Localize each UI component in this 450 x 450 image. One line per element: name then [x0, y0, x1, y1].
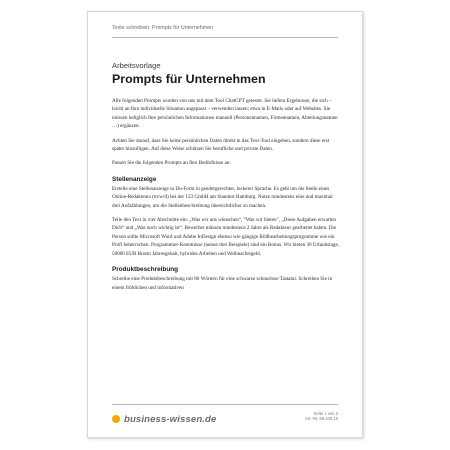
stellenanzeige-paragraph-2: Teile den Text in vier Abschnitte ein: „Was wir uns wünschen“, “Was wir bieten”, „Diese Aufgaben erwarten Dich“ und „Was noch wichtig ist“. Bewerber müssen mindestens 2 Jahre als Redakteur gearbeitet haben. Die Person sollte Microsoft Word und Adobe InDesign ebenso wie gängige Bildbearbeitungsprogramme wie ein Profi beherrschen. Programmier-Kenntnisse (nenne drei Beispiele) sind ein Bonus. Wir bieten 30 Urlaubstage, 50000 EUR Brutto Jahresgehalt, hybrides Arbeiten und Weihnachtsgeld. [112, 217, 340, 257]
document-page [87, 11, 363, 438]
document-title: Prompts für Unternehmen [112, 72, 266, 86]
logo-text: business-wissen.de [124, 413, 217, 425]
section-heading-stellenanzeige: Stellenanzeige [112, 175, 157, 183]
brand-logo[interactable] [112, 413, 216, 425]
running-header: Texte schreiben: Prompts für Unternehmen [112, 25, 213, 31]
logo-dot-icon [112, 415, 120, 423]
document-body [112, 61, 340, 298]
article-number: Art.-Nr. 99.100.15 [304, 416, 338, 422]
stellenanzeige-paragraph-1: Erstelle eine Stellenanzeige in Du-Form in gendergerechter, lockerer Sprache. Es geht um die Stelle eines Online-Redakteurs (m/w/d) bei der 123 GmbH am Standort Hamburg. Nutze mindestens eine und maximal drei Aufzählungen, um die Stellenbeschreibung übersichtlicher zu machen. [112, 185, 333, 209]
intro-paragraph-3: Passen Sie die folgenden Prompts an Ihre Bedürfnisse an: [112, 160, 231, 167]
footer-divider [112, 404, 338, 405]
intro-paragraph-2: Achten Sie darauf, dass Sie keine persönlichen Daten direkt in das Text-Tool eingeben, sondern diese erst später hinzufügen. Auf diese Weise schützen Sie berufliche und private Daten. [112, 137, 330, 153]
footer-meta [305, 411, 338, 422]
produktbeschreibung-paragraph-1: Schreibe eine Produktbeschreibung mit 80 Wörtern für eine schwarze schnurlose Tastatur. Schreiben Sie in einem fröhlichen und informativen [112, 276, 333, 291]
page-number: Seite 1 von 3 [313, 411, 338, 416]
document-kicker: Arbeitsvorlage [112, 61, 161, 70]
intro-paragraph-1: Alle folgenden Prompts wurden von uns mit dem Tool ChatGPT getestet. Sie liefern Ergebnisse, die sich – leicht an Ihre individuelle Situation angepasst – verwenden lassen; etwa in E-Mails oder auf Websites. Sie müssen lediglich Ihre persönlichen Informationen manuell (Personennamen, Firmennamen, Abteilungsnamen …) ergänzen. [112, 98, 338, 130]
section-heading-produktbeschreibung: Produktbeschreibung [112, 266, 179, 274]
header-divider [112, 37, 338, 38]
